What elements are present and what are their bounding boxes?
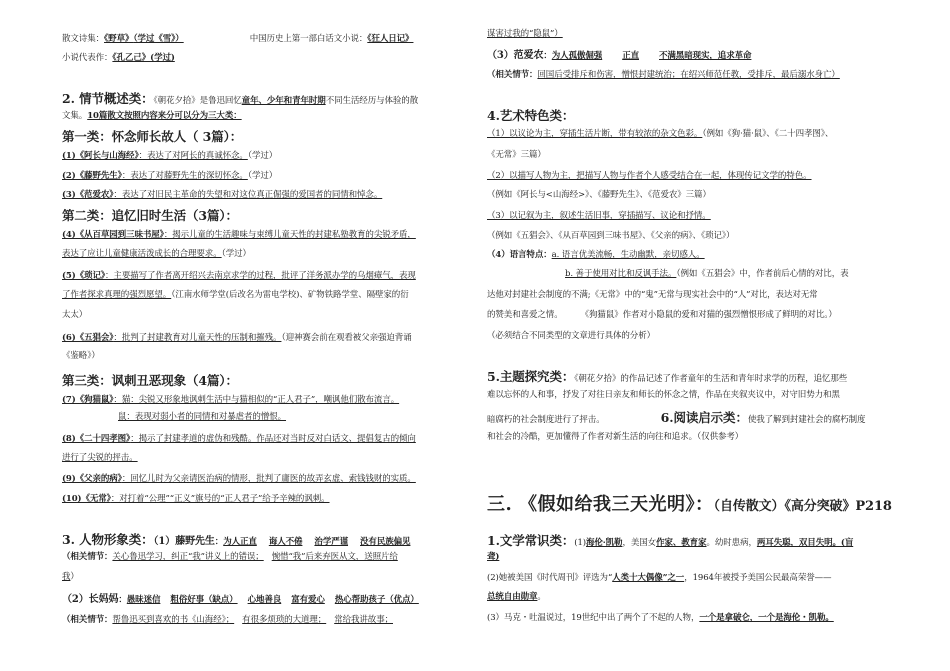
prose-line: 散文诗集：《野草》（学过《雪》） 中国历史上第一部白话文小说：《狂人日记》 <box>62 34 414 44</box>
madman-diary-title: 《狂人日记》 <box>367 34 414 44</box>
art-4b: b. 善于使用对比和反讽手法。（例如《五猖会》中，作者前后心情的对比，表 <box>565 269 849 279</box>
item-4: (4)《从百草园到三味书屋》：揭示儿童的生活趣味与束缚儿童天性的封建私塾教育的尖锐矛盾， <box>62 230 416 240</box>
item-5: (5)《琐记》：主要描写了作者离开绍兴去南京求学的过程，批评了洋务派办学的乌烟瘴气，表现 <box>62 271 416 281</box>
section2-heading: 2. 情节概述类： <box>62 91 154 106</box>
section5-line3: 暗腐朽的社会制度进行了抨击。 6.阅读启示类：使我了解到封建社会的腐朽制度 <box>487 410 866 425</box>
person-1-plot: （相关情节：关心鲁迅学习，纠正“我”讲义上的错误； 惋惜“我”后来弃医从文，送照片给 <box>62 552 398 562</box>
category3-heading: 第三类：讽刺丑恶现象（4篇）： <box>62 373 238 388</box>
wild-grass-title: 《野草》 <box>104 34 134 44</box>
art-1: （1）以议论为主，穿插生活片断，带有较浓的杂文色彩。（例如《狗·猫·鼠》、《二十四孝图》、 <box>487 129 834 139</box>
novel-line: 小说代表作：《孔乙己》(学过) <box>62 53 175 63</box>
lit-2-cont: 总统自由勋章。 <box>487 592 546 602</box>
section4-heading: 4.艺术特色类： <box>487 108 575 123</box>
item-10: (10)《无常》：对打着“公理”“正义”旗号的“正人君子”给予辛辣的讽刺。 <box>62 494 330 504</box>
item-4-cont: 表达了应让儿童健康活泼成长的合理要求。（学过） <box>62 249 251 259</box>
art-note: （必须结合不同类型的文章进行具体的分析） <box>487 331 656 341</box>
right-column <box>487 0 907 671</box>
literature-heading: 1.文学常识类： <box>487 533 575 548</box>
art-2-example: （例如《阿长与<山海经>》、《藤野先生》、《范爱农》三篇） <box>487 190 711 200</box>
art-4: （4）语言特点：a. 语言优美流畅，生动幽默，亲切感人。 <box>487 250 705 260</box>
art-2: （2）以描写人物为主，把描写人物与作者个人感受结合在一起，体现传记文学的特色。 <box>487 171 812 181</box>
item-5-cont: 了作者探求真理的强烈愿望。（江南水师学堂(后改名为雷电学校)、矿物铁路学堂、隔壁家的衍 <box>62 290 409 300</box>
art-4b-cont2: 的赞美和喜爱之情。 《狗猫鼠》作者对小隐鼠的爱和对猫的强烈憎恨形成了鲜明的对比。） <box>487 310 837 320</box>
section5-line1: 5.主题探究类：《朝花夕拾》的作品记述了作者童年的生活和青年时求学的历程，追忆那些 <box>487 369 848 384</box>
item-7: (7)《狗猫鼠》：猫：尖锐又形象地讽刺生活中与猫相似的“正人君子”，嘲讽他们散布流言。 <box>62 395 400 405</box>
section2-intro: 2. 情节概述类：《朝花夕拾》是鲁迅回忆童年、少年和青年时期不同生活经历与体验的散 <box>62 91 419 106</box>
left-column <box>62 0 472 671</box>
item-9: (9)《父亲的病》：回忆儿时为父亲请医治病的情形，批判了庸医的故弄玄虚、索钱钱财的实质。 <box>62 474 416 484</box>
lit-2: (2)她被美国《时代周刊》评选为“人类十大偶像”之一，1964年被授予美国公民最高荣誉—— <box>487 573 832 583</box>
art-1-cont: 《无常》三篇） <box>487 150 546 160</box>
section6-line2: 和社会的冷酷，更加懂得了作者对新生活的向往和追求。（仅供参考） <box>487 432 744 442</box>
item-6: (6)《五猖会》：批判了封建教育对儿童天性的压制和摧残。（迎神赛会前在观看被父亲强迫背诵 <box>62 333 412 343</box>
item-7-cont: 鼠：表现对弱小者的同情和对暴虐者的憎恨。 <box>118 412 287 422</box>
section3-heading: 3. 人物形象类： <box>62 532 154 547</box>
part3-title: 三. 《假如给我三天光明》：（自传散文）《高分突破》P218 <box>487 494 892 515</box>
lit-1: 1.文学常识类：(1)海伦·凯勒，美国女作家、教育家。幼时患病，两耳失聪，双目失明。(盲 <box>487 533 854 548</box>
section5-line2: 难以忘怀的人和事，抒发了对往日亲友和师长的怀念之情，作品在夹叙夹议中，对守旧势力和黑 <box>487 390 840 400</box>
item-8: (8)《二十四孝图》：揭示了封建孝道的虚伪和残酷。作品还对当时反对白话文、提倡复古的倾向 <box>62 434 416 444</box>
category2-heading: 第二类：追忆旧时生活（3篇）： <box>62 208 238 223</box>
art-4b-cont: 达他对封建社会制度的不满;《无常》中的“鬼”无常与现实社会中的“人”对比，表达对无常 <box>487 290 818 300</box>
item-1: (1)《阿长与山海经》：表达了对阿长的真诚怀念。（学过） <box>62 151 278 161</box>
item-8-cont: 进行了尖锐的抨击。 <box>62 453 138 463</box>
category1-heading: 第一类：怀念师长故人（ 3篇）： <box>62 129 243 144</box>
person-3-plot: （相关情节：回国后受排斥和伤害，憎恨封建统治；在绍兴师范任教，受排斥，最后溺水身亡） <box>487 70 840 80</box>
section6-heading: 6.阅读启示类： <box>660 410 748 425</box>
lit-1-cont: 聋) <box>487 552 500 562</box>
item-6-cont: 《鉴略》） <box>62 351 100 361</box>
lit-3: (3）马克・吐温说过，19世纪中出了两个了不起的人物，一个是拿破仑，一个是海伦・凯勒。 <box>487 613 834 623</box>
person-1-line: 3. 人物形象类：（1）藤野先生：为人正直 诲人不倦 治学严谨 没有民族偏见 <box>62 532 411 547</box>
person-2-plot: （相关情节：帮鲁迅买到喜欢的书《山海经》； 有很多烦琐的大道理； 常给我讲故事； <box>62 615 393 625</box>
art-3: （3）以记叙为主，叙述生活旧事，穿插描写、议论和抒情。 <box>487 211 711 221</box>
person-3-line: （3）范爱农：为人孤傲倔强 正直 不满黑暗现实，追求革命 <box>487 50 752 61</box>
person-2-line: （2）长妈妈：愚昧迷信 粗俗好事（缺点） 心地善良 富有爱心 热心帮助孩子（优点） <box>62 594 419 605</box>
person-1-plot-cont: 我） <box>62 572 79 582</box>
art-3-example: （例如《五猖会》、《从百草园到三味书屋》、《父亲的病》、《琐记》） <box>487 231 735 241</box>
item-5-cont2: 太太） <box>62 310 88 320</box>
top-continuation: 谋害过我的“隐鼠”） <box>487 29 563 39</box>
section2-intro2: 文集。10篇散文按照内容来分可以分为三大类： <box>62 111 242 121</box>
section5-heading: 5.主题探究类： <box>487 369 575 384</box>
item-2: (2)《藤野先生》：表达了对藤野先生的深切怀念。（学过） <box>62 171 278 181</box>
item-3: (3)《范爱农》：表达了对旧民主革命的失望和对这位真正倔强的爱国者的同情和悼念。 <box>62 190 383 200</box>
book-title: 《假如给我三天光明》 <box>519 494 696 515</box>
